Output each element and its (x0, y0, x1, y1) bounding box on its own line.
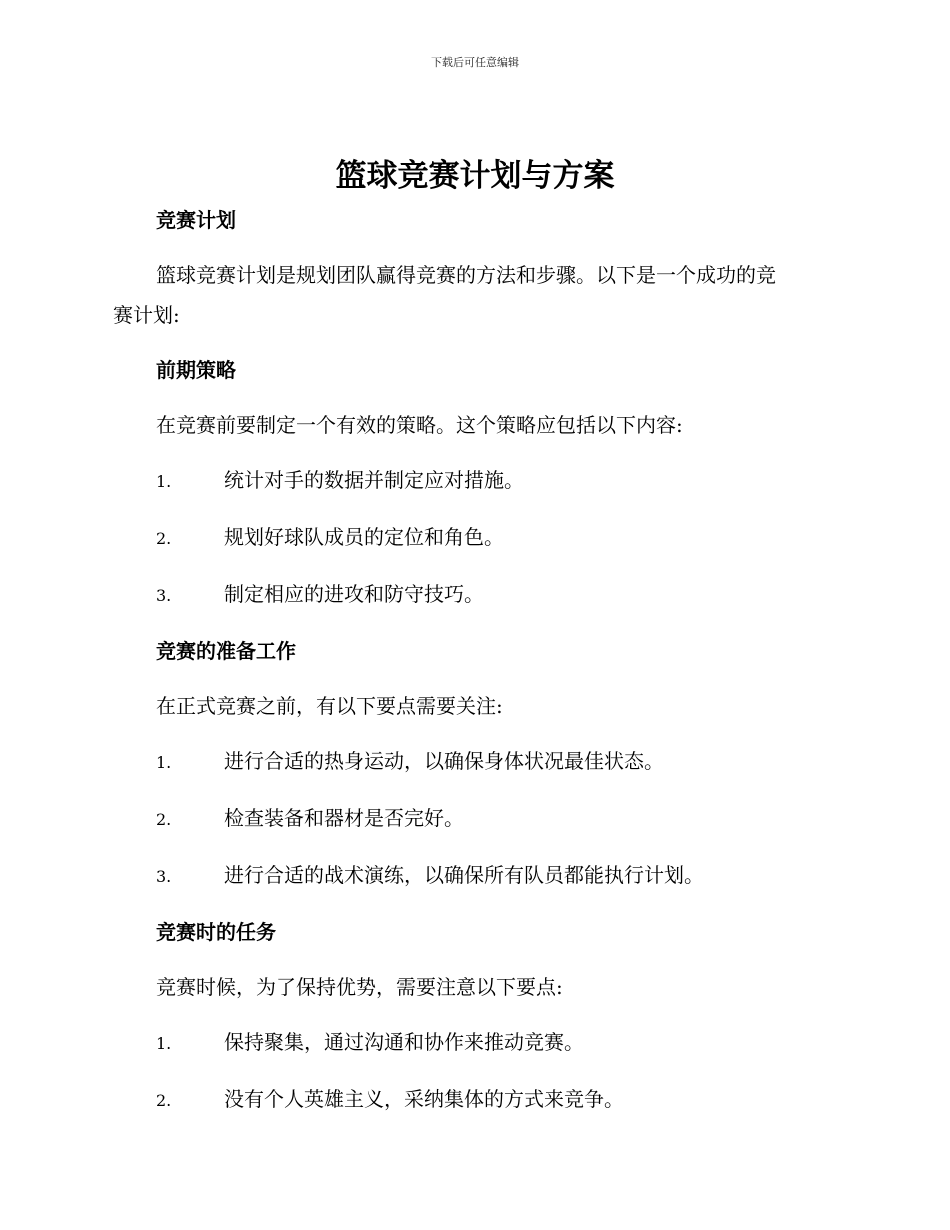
list-item (113, 517, 833, 559)
list-text: 统计对手的数据并制定应对措施。 (224, 468, 524, 492)
list-number: 2. (156, 810, 172, 829)
plan-intro-line1: 篮球竞赛计划是规划团队赢得竞赛的方法和步骤。以下是一个成功的竞 (156, 263, 776, 287)
list-number: 3. (156, 586, 172, 605)
list-number: 2. (156, 529, 172, 548)
list-item (113, 574, 833, 616)
list-text: 保持聚集，通过沟通和协作来推动竞赛。 (224, 1030, 584, 1054)
section-heading-prep: 竞赛的准备工作 (156, 639, 296, 663)
list-item (113, 741, 833, 783)
list-text: 没有个人英雄主义，采纳集体的方式来竞争。 (224, 1087, 624, 1111)
early-intro: 在竞赛前要制定一个有效的策略。这个策略应包括以下内容: (156, 413, 683, 437)
list-text: 进行合适的热身运动，以确保身体状况最佳状态。 (224, 749, 664, 773)
plan-intro-line2: 赛计划: (113, 303, 180, 327)
during-intro: 竞赛时候，为了保持优势，需要注意以下要点: (156, 975, 563, 999)
document-body (113, 200, 833, 1121)
list-item (113, 1022, 833, 1064)
prep-intro: 在正式竞赛之前，有以下要点需要关注: (156, 694, 503, 718)
list-item (113, 798, 833, 840)
list-number: 1. (156, 753, 172, 772)
list-text: 进行合适的战术演练，以确保所有队员都能执行计划。 (224, 863, 704, 887)
list-number: 2. (156, 1091, 172, 1110)
list-text: 规划好球队成员的定位和角色。 (224, 525, 504, 549)
list-text: 制定相应的进攻和防守技巧。 (224, 582, 484, 606)
section-heading-during: 竞赛时的任务 (156, 920, 276, 944)
page-header: 下载后可任意编辑 (431, 56, 519, 69)
list-number: 1. (156, 472, 172, 491)
document-title: 篮球竞赛计划与方案 (335, 158, 615, 194)
list-text: 检查装备和器材是否完好。 (224, 806, 464, 830)
list-item (113, 1079, 833, 1121)
list-number: 1. (156, 1034, 172, 1053)
list-item (113, 855, 833, 897)
list-item (113, 460, 833, 502)
section-heading-early: 前期策略 (156, 358, 236, 382)
list-number: 3. (156, 867, 172, 886)
section-heading-plan: 竞赛计划 (156, 208, 236, 232)
